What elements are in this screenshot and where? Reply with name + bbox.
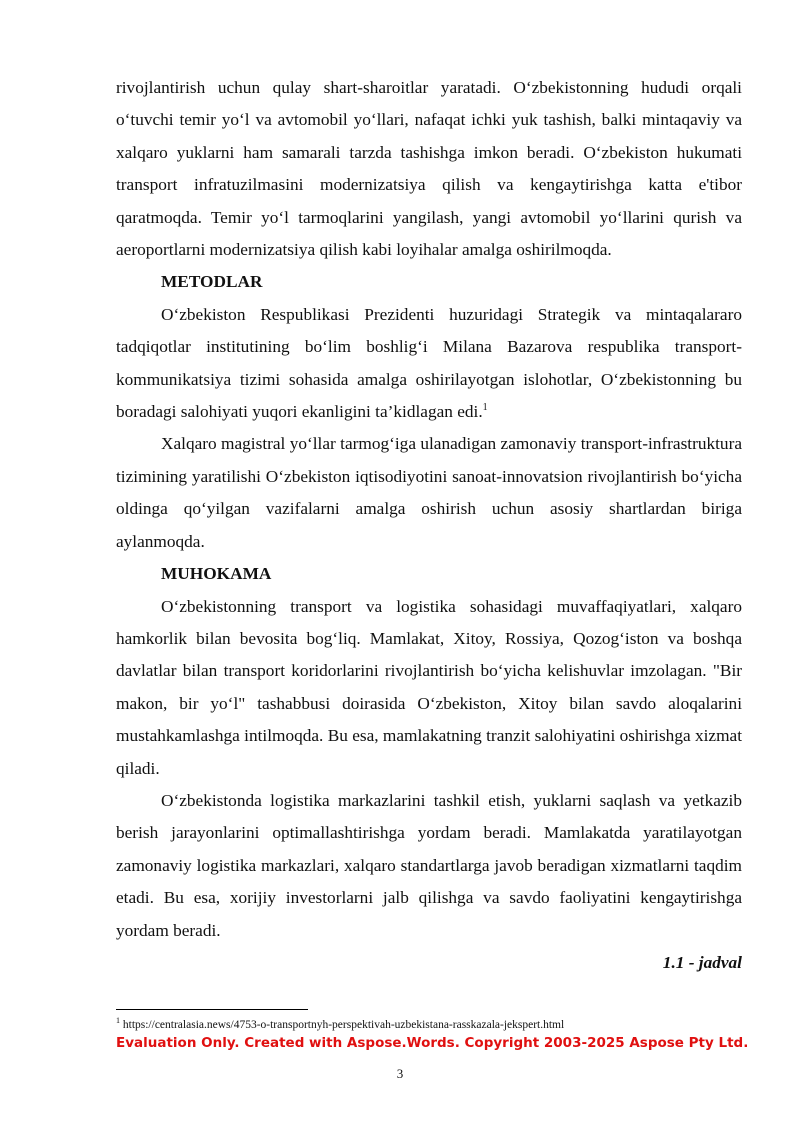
footnote-link[interactable]: https://centralasia.news/4753-o-transportnyh-perspektivah-uzbekistana-rasskazala-jekspert.html [120,1019,565,1031]
heading-discussion: MUHOKAMA [161,564,272,584]
paragraph-discussion-2: O‘zbekistonda logistika markazlarini tashkil etish, yuklarni saqlash va yetkazib berish jarayonlarini optimallashtirishga yordam beradi. Mamlakatda yaratilayotgan zamonaviy logistika markazlari, xalqaro standartlarga javob beradigan xizmatlarni taqdim etadi. Bu esa, xorijiy investorlarni jalb qilishga va savdo faoliyatini kengaytirishga yordam beradi. [116,790,742,940]
paragraph-methods-2: Xalqaro magistral yo‘llar tarmog‘iga ulanadigan zamonaviy transport-infrastruktura tizimining yaratilishi O‘zbekiston iqtisodiyotini sanoat-innovatsion rivojlantirish bo‘yicha oldinga qo‘yilgan vazifalarni amalga oshirish uchun asosiy shartlardan biriga aylanmoqda. [116,434,742,551]
footnote [116,1017,564,1033]
paragraph-methods-1-text: O‘zbekiston Respublikasi Prezidenti huzuridagi Strategik va mintaqalararo tadqiqotlar institutining bo‘lim boshlig‘i Milana Bazarova respublika transport-kommunikatsiya tizimi sohasida amalga oshirilayotgan islohotlar, O‘zbekistonning bu boradagi salohiyati yuqori ekanligini ta’kidlagan edi. [116,304,742,422]
page-number: 3 [396,1066,404,1081]
table-label: 1.1 - jadval [662,952,742,972]
document-body [116,72,742,979]
footnote-reference[interactable]: 1 [482,402,488,414]
paragraph-intro: rivojlantirish uchun qulay shart-sharoitlar yaratadi. O‘zbekistonning hududi orqali o‘tuvchi temir yo‘l va avtomobil yo‘llari, nafaqat ichki yuk tashish, balki mintaqaviy va xalqaro yuklarni ham samarali tarzda tashishga imkon beradi. O‘zbekiston hukumati transport infratuzilmasini modernizatsiya qilish va kengaytirishga katta e'tibor qaratmoqda. Temir yo‘l tarmoqlarini yangilash, yangi avtomobil yo‘llarini qurish va aeroportlarni modernizatsiya qilish kabi loyihalar amalga oshirilmoqda. [116,78,742,260]
paragraph-discussion-1: O‘zbekistonning transport va logistika sohasidagi muvaffaqiyatlari, xalqaro hamkorlik bilan bevosita bog‘liq. Mamlakat, Xitoy, Rossiya, Qozog‘iston va boshqa davlatlar bilan transport koridorlarini rivojlantirish bo‘yicha kelishuvlar imzolagan. "Bir makon, bir yo‘l" tashabbusi doirasida O‘zbekiston, Xitoy bilan savdo aloqalarini mustahkamlashga intilmoqda. Bu esa, mamlakatning tranzit salohiyatini oshirishga xizmat qiladi. [116,596,742,778]
evaluation-watermark: Evaluation Only. Created with Aspose.Words. Copyright 2003-2025 Aspose Pty Ltd. [116,1035,749,1051]
footnote-separator [116,1009,308,1010]
footnote-number: 1 [116,1016,120,1026]
heading-methods: METODLAR [161,272,263,292]
paragraph-methods-1 [116,299,742,429]
